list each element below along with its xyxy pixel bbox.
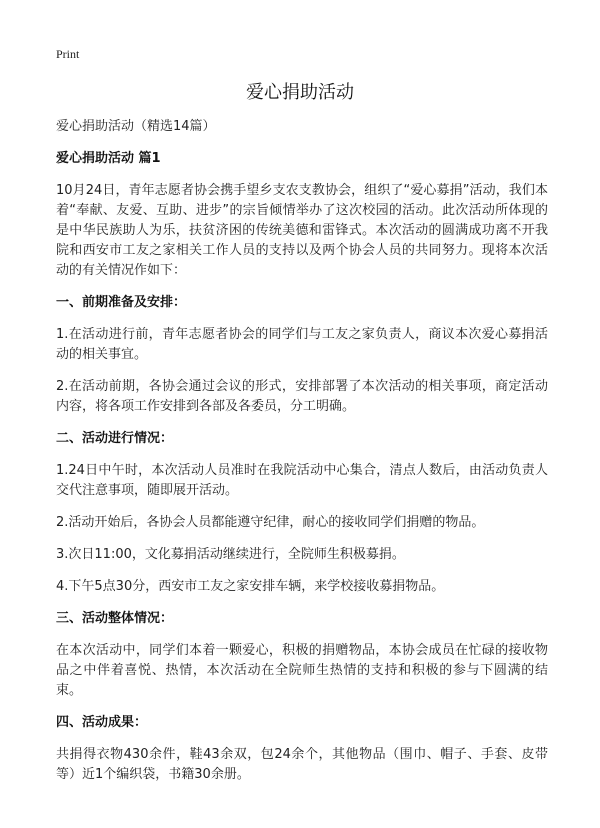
paragraph: 3.次日11:00，文化募捐活动继续进行，全院师生积极募捐。 xyxy=(56,547,405,562)
paragraph: 1.在活动进行前，青年志愿者协会的同学们与工友之家负责人，商议本次爱心募捐活动的相关事宜。 xyxy=(56,327,548,362)
paragraph: 4.下午5点30分，西安市工友之家安排车辆，来学校接收募捐物品。 xyxy=(56,579,445,594)
document-subtitle: 爱心捐助活动（精选14篇） xyxy=(56,119,216,134)
paragraph: 1.24日中午时，本次活动人员准时在我院活动中心集合，清点人数后，由活动负责人交代注意事项，随即展开活动。 xyxy=(56,463,548,498)
section-heading-progress: 二、活动进行情况： xyxy=(56,431,174,446)
article-heading: 爱心捐助活动 篇1 xyxy=(56,151,161,166)
page-title: 爱心捐助活动 xyxy=(246,82,354,103)
section-heading-preparation: 一、前期准备及安排： xyxy=(56,295,187,310)
section-heading-overall: 三、活动整体情况： xyxy=(56,611,174,626)
section-heading-results: 四、活动成果： xyxy=(56,715,148,730)
article-body xyxy=(56,117,548,797)
paragraph: 2.在活动前期，各协会通过会议的形式，安排部署了本次活动的相关事项，商定活动内容，将各项工作安排到各部及各委员，分工明确。 xyxy=(56,379,548,414)
intro-paragraph: 10月24日，青年志愿者协会携手望乡支农支教协会，组织了“爱心募捐”活动，我们本着“奉献、友爱、互助、进步”的宗旨倾情举办了这次校园的活动。此次活动所体现的是中华民族助人为乐，扶贫济困的传统美德和雷锋式。本次活动的圆满成功离不开我院和西安市工友之家相关工作人员的支持以及两个协会人员的共同努力。现将本次活动的有关情况作如下： xyxy=(56,183,548,278)
paragraph: 共捐得衣物430余件，鞋43余双，包24余个，其他物品（围巾、帽子、手套、皮带等）近1个编织袋，书籍30余册。 xyxy=(56,747,548,782)
paragraph: 在本次活动中，同学们本着一颗爱心，积极的捐赠物品，本协会成员在忙碌的接收物品之中伴着喜悦、热情，本次活动在全院师生热情的支持和积极的参与下圆满的结束。 xyxy=(56,643,548,698)
print-link[interactable]: Print xyxy=(56,47,80,61)
paragraph: 2.活动开始后，各协会人员都能遵守纪律，耐心的接收同学们捐赠的物品。 xyxy=(56,515,485,530)
